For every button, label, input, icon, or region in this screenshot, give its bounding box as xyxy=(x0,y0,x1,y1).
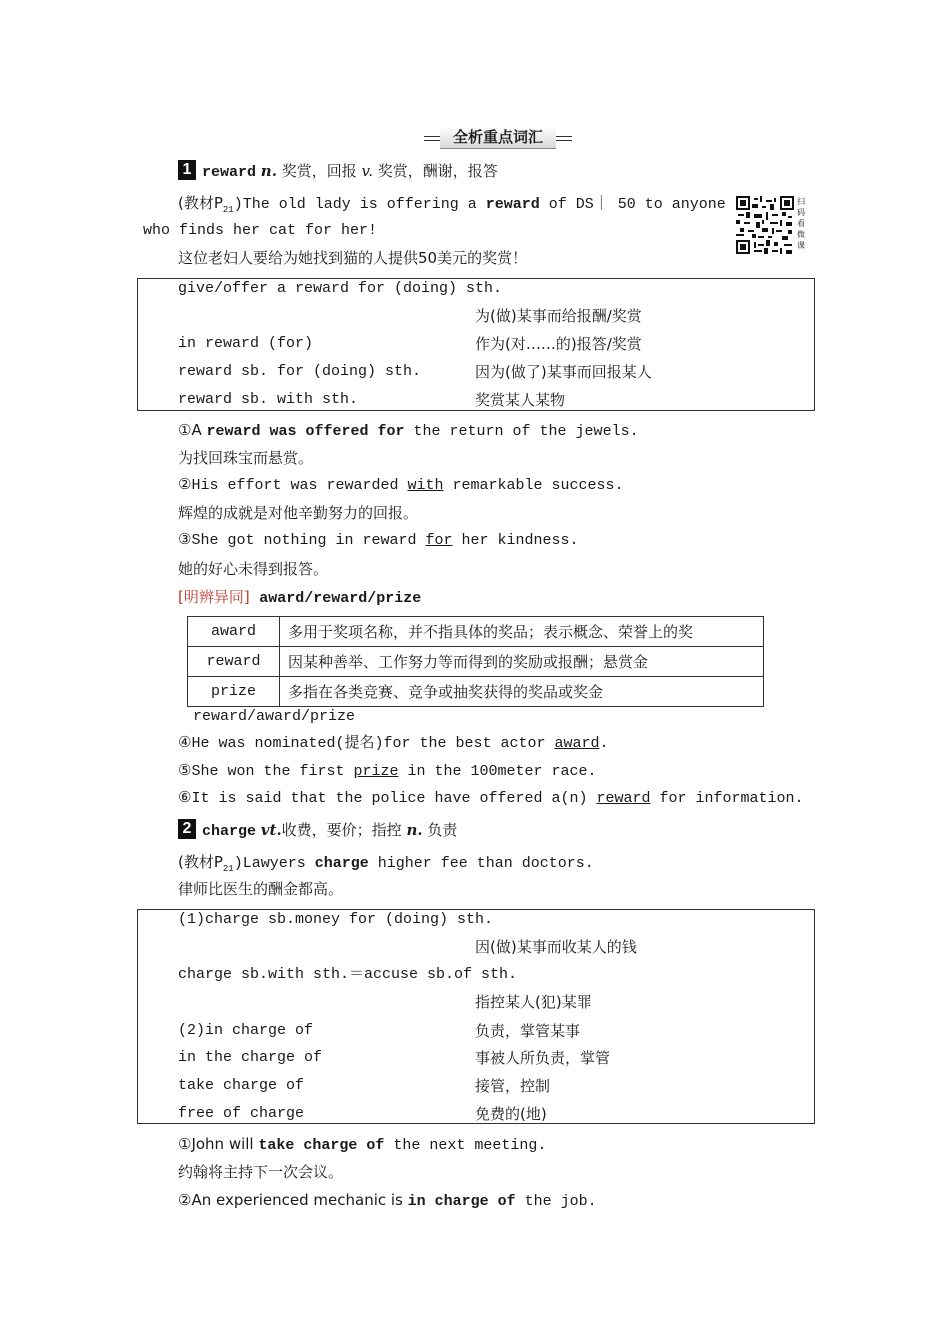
example-translation: 约翰将主持下一次会议。 xyxy=(178,1163,344,1181)
example-sentence: ①A reward was offered for the return of the jewels. xyxy=(178,421,639,440)
section-title-banner xyxy=(424,126,572,148)
table-row xyxy=(188,617,764,647)
headword: charge xyxy=(202,823,257,840)
entry-heading-2 xyxy=(202,820,457,842)
section-title: 全析重点词汇 xyxy=(440,126,556,149)
example-translation: 为找回珠宝而悬赏。 xyxy=(178,449,314,467)
phrase-zh: 因为(做了)某事而回报某人 xyxy=(475,363,652,381)
qr-code-icon[interactable] xyxy=(736,196,794,254)
answer-blank: prize xyxy=(353,763,399,780)
source-translation: 律师比医生的酬金都高。 xyxy=(178,880,344,898)
phrase-en: in the charge of xyxy=(178,1049,323,1066)
title-left-rule xyxy=(424,136,440,141)
phrase-en: reward sb. with sth. xyxy=(178,391,359,408)
example-translation: 她的好心未得到报答。 xyxy=(178,560,329,578)
phrase-zh: 指控某人(犯)某罪 xyxy=(475,993,592,1011)
compare-word: reward xyxy=(188,647,280,677)
compare-words: award/reward/prize xyxy=(259,590,422,607)
compare-desc: 因某种善举、工作努力等而得到的奖励或报酬；悬赏金 xyxy=(280,647,764,677)
compare-word: award xyxy=(188,617,280,647)
pos-label: v. xyxy=(361,162,373,180)
phrase-zh: 负责，掌管某事 xyxy=(475,1022,581,1040)
example-sentence: ①John will take charge of the next meeting. xyxy=(178,1135,547,1154)
choose-words-line: reward/award/prize xyxy=(193,708,356,725)
qr-label: 扫码看微课 xyxy=(797,197,805,250)
phrase-zh: 免费的(地) xyxy=(475,1105,547,1123)
exercise-sentence: ④He was nominated(提名)for the best actor award. xyxy=(178,735,609,752)
phrase-zh: 奖赏某人某物 xyxy=(475,391,566,409)
phrase-en: reward sb. for (doing) sth. xyxy=(178,363,422,380)
meaning: 负责 xyxy=(427,821,458,839)
entry-heading-1 xyxy=(202,161,498,183)
compare-heading xyxy=(178,587,421,609)
phrase-zh: 因(做)某事而收某人的钱 xyxy=(475,938,637,956)
example-translation: 辉煌的成就是对他辛勤努力的回报。 xyxy=(178,504,419,522)
answer-blank: for xyxy=(425,532,453,549)
entry-number-1: 1 xyxy=(178,160,196,180)
meaning: 奖赏，酬谢，报答 xyxy=(377,162,498,180)
compare-desc: 多用于奖项名称，并不指具体的奖品；表示概念、荣誉上的奖 xyxy=(280,617,764,647)
table-row xyxy=(188,647,764,677)
headword: reward xyxy=(202,164,257,181)
compare-tag: [明辨异同] xyxy=(178,588,250,606)
pos-label: vt. xyxy=(260,821,282,839)
compare-desc: 多指在各类竞赛、竞争或抽奖获得的奖品或奖金 xyxy=(280,677,764,707)
compare-word: prize xyxy=(188,677,280,707)
source-sentence-line1: (教材$P_{21})The$ old lady is offering a reward of DS｜ 50 to anyone xyxy=(178,194,726,215)
phrase-zh: 事被人所负责，掌管 xyxy=(475,1049,611,1067)
phrase-en: (2)in charge of xyxy=(178,1022,314,1039)
exercise-sentence: ⑤She won the first prize in the 100meter race. xyxy=(178,763,597,780)
phrase-en: (1)charge sb.money for (doing) sth. xyxy=(178,911,494,928)
source-sentence-line2: who finds her cat for her! xyxy=(143,222,378,239)
source-translation: 这位老妇人要给为她找到猫的人提供50美元的奖赏！ xyxy=(178,249,528,267)
pos-label: n. xyxy=(406,821,423,839)
compare-table xyxy=(187,616,764,707)
phrase-en: take charge of xyxy=(178,1077,305,1094)
answer-blank: reward xyxy=(596,790,651,807)
answer-blank: award xyxy=(554,735,600,752)
pos-label: n. xyxy=(260,162,277,180)
entry-number-2: 2 xyxy=(178,819,196,839)
table-row xyxy=(188,677,764,707)
phrase-zh: 接管，控制 xyxy=(475,1077,551,1095)
answer-blank: with xyxy=(407,477,444,494)
example-sentence: ③She got nothing in reward for her kindness. xyxy=(178,532,579,549)
phrase-zh: 为(做)某事而给报酬/奖赏 xyxy=(475,307,642,325)
title-right-rule xyxy=(556,136,572,141)
meaning: 奖赏，回报 xyxy=(281,162,357,180)
meaning: 收费，要价；指控 xyxy=(281,821,402,839)
exercise-sentence: ⑥It is said that the police have offered a(n) reward for information. xyxy=(178,790,804,807)
phrase-zh: 作为(对……的)报答/奖赏 xyxy=(475,335,642,353)
source-sentence: (教材$P_{21})Lawyers$ charge higher fee than doctors. xyxy=(178,853,594,874)
phrase-en: in reward (for) xyxy=(178,335,314,352)
example-sentence: ②An experienced mechanic is in charge of the job. xyxy=(178,1191,597,1210)
phrase-en: give/offer a reward for (doing) sth. xyxy=(178,280,503,297)
example-sentence: ②His effort was rewarded with remarkable success. xyxy=(178,477,624,494)
phrase-en: charge sb.with sth.＝accuse sb.of sth. xyxy=(178,966,518,983)
phrase-en: free of charge xyxy=(178,1105,305,1122)
